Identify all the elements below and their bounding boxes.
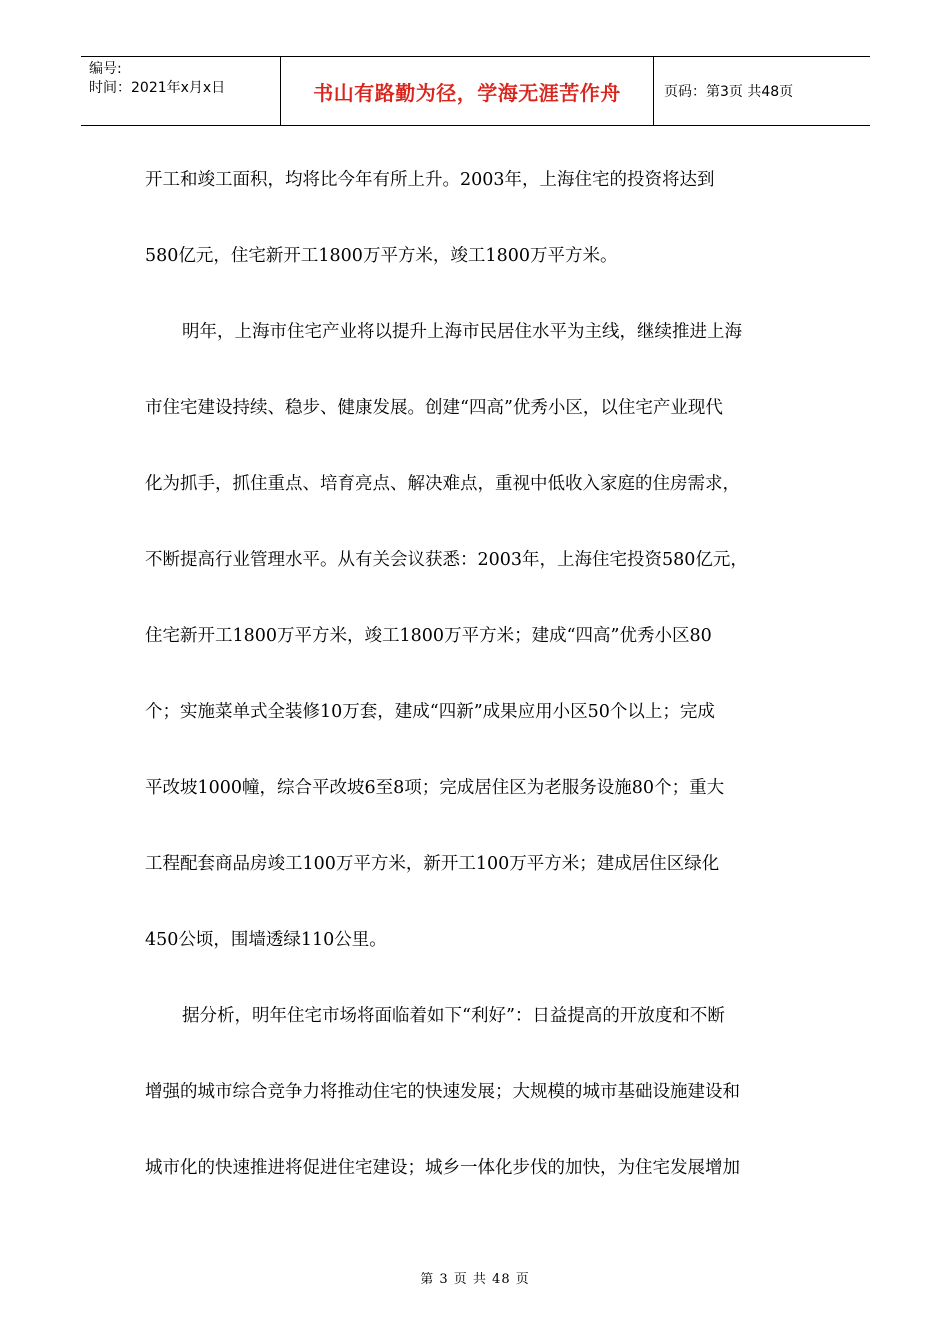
text-line: 市住宅建设持续、稳步、健康发展。创建“四高”优秀小区，以住宅产业现代 [145,398,723,418]
header-page-info: 页码：第3页 共48页 [664,84,794,100]
paragraph-start-line: 明年，上海市住宅产业将以提升上海市民居住水平为主线，继续推进上海 [182,322,742,342]
page-footer: 第 3 页 共 48 页 [420,1272,530,1287]
text-line: 450公顷，围墙透绿110公里。 [145,930,387,950]
serial-number-label: 编号: [89,61,122,77]
text-line: 开工和竣工面积，均将比今年有所上升。2003年，上海住宅的投资将达到 [145,170,715,190]
text-line: 工程配套商品房竣工100万平方米，新开工100万平方米；建成居住区绿化 [145,854,720,874]
text-line: 平改坡1000幢，综合平改坡6至8项；完成居住区为老服务设施80个；重大 [145,778,725,798]
text-line: 不断提高行业管理水平。从有关会议获悉：2003年，上海住宅投资580亿元， [145,550,748,570]
text-line: 城市化的快速推进将促进住宅建设；城乡一体化步伐的加快，为住宅发展增加 [145,1158,740,1178]
page-header [81,56,870,126]
text-line: 增强的城市综合竞争力将推动住宅的快速发展；大规模的城市基础设施建设和 [145,1082,740,1102]
header-meta [81,57,281,125]
document-body [145,142,810,1206]
text-line: 化为抓手，抓住重点、培育亮点、解决难点，重视中低收入家庭的住房需求， [145,474,740,494]
date-label: 时间：2021年x月x日 [89,80,226,96]
text-line: 住宅新开工1800万平方米，竣工1800万平方米；建成“四高”优秀小区80 [145,626,712,646]
text-line: 个；实施菜单式全装修10万套，建成“四新”成果应用小区50个以上；完成 [145,702,715,722]
text-line: 580亿元，住宅新开工1800万平方米，竣工1800万平方米。 [145,246,618,266]
header-motto: 书山有路勤为径，学海无涯苦作舟 [281,57,654,125]
paragraph-start-line: 据分析，明年住宅市场将面临着如下“利好”：日益提高的开放度和不断 [182,1006,725,1026]
